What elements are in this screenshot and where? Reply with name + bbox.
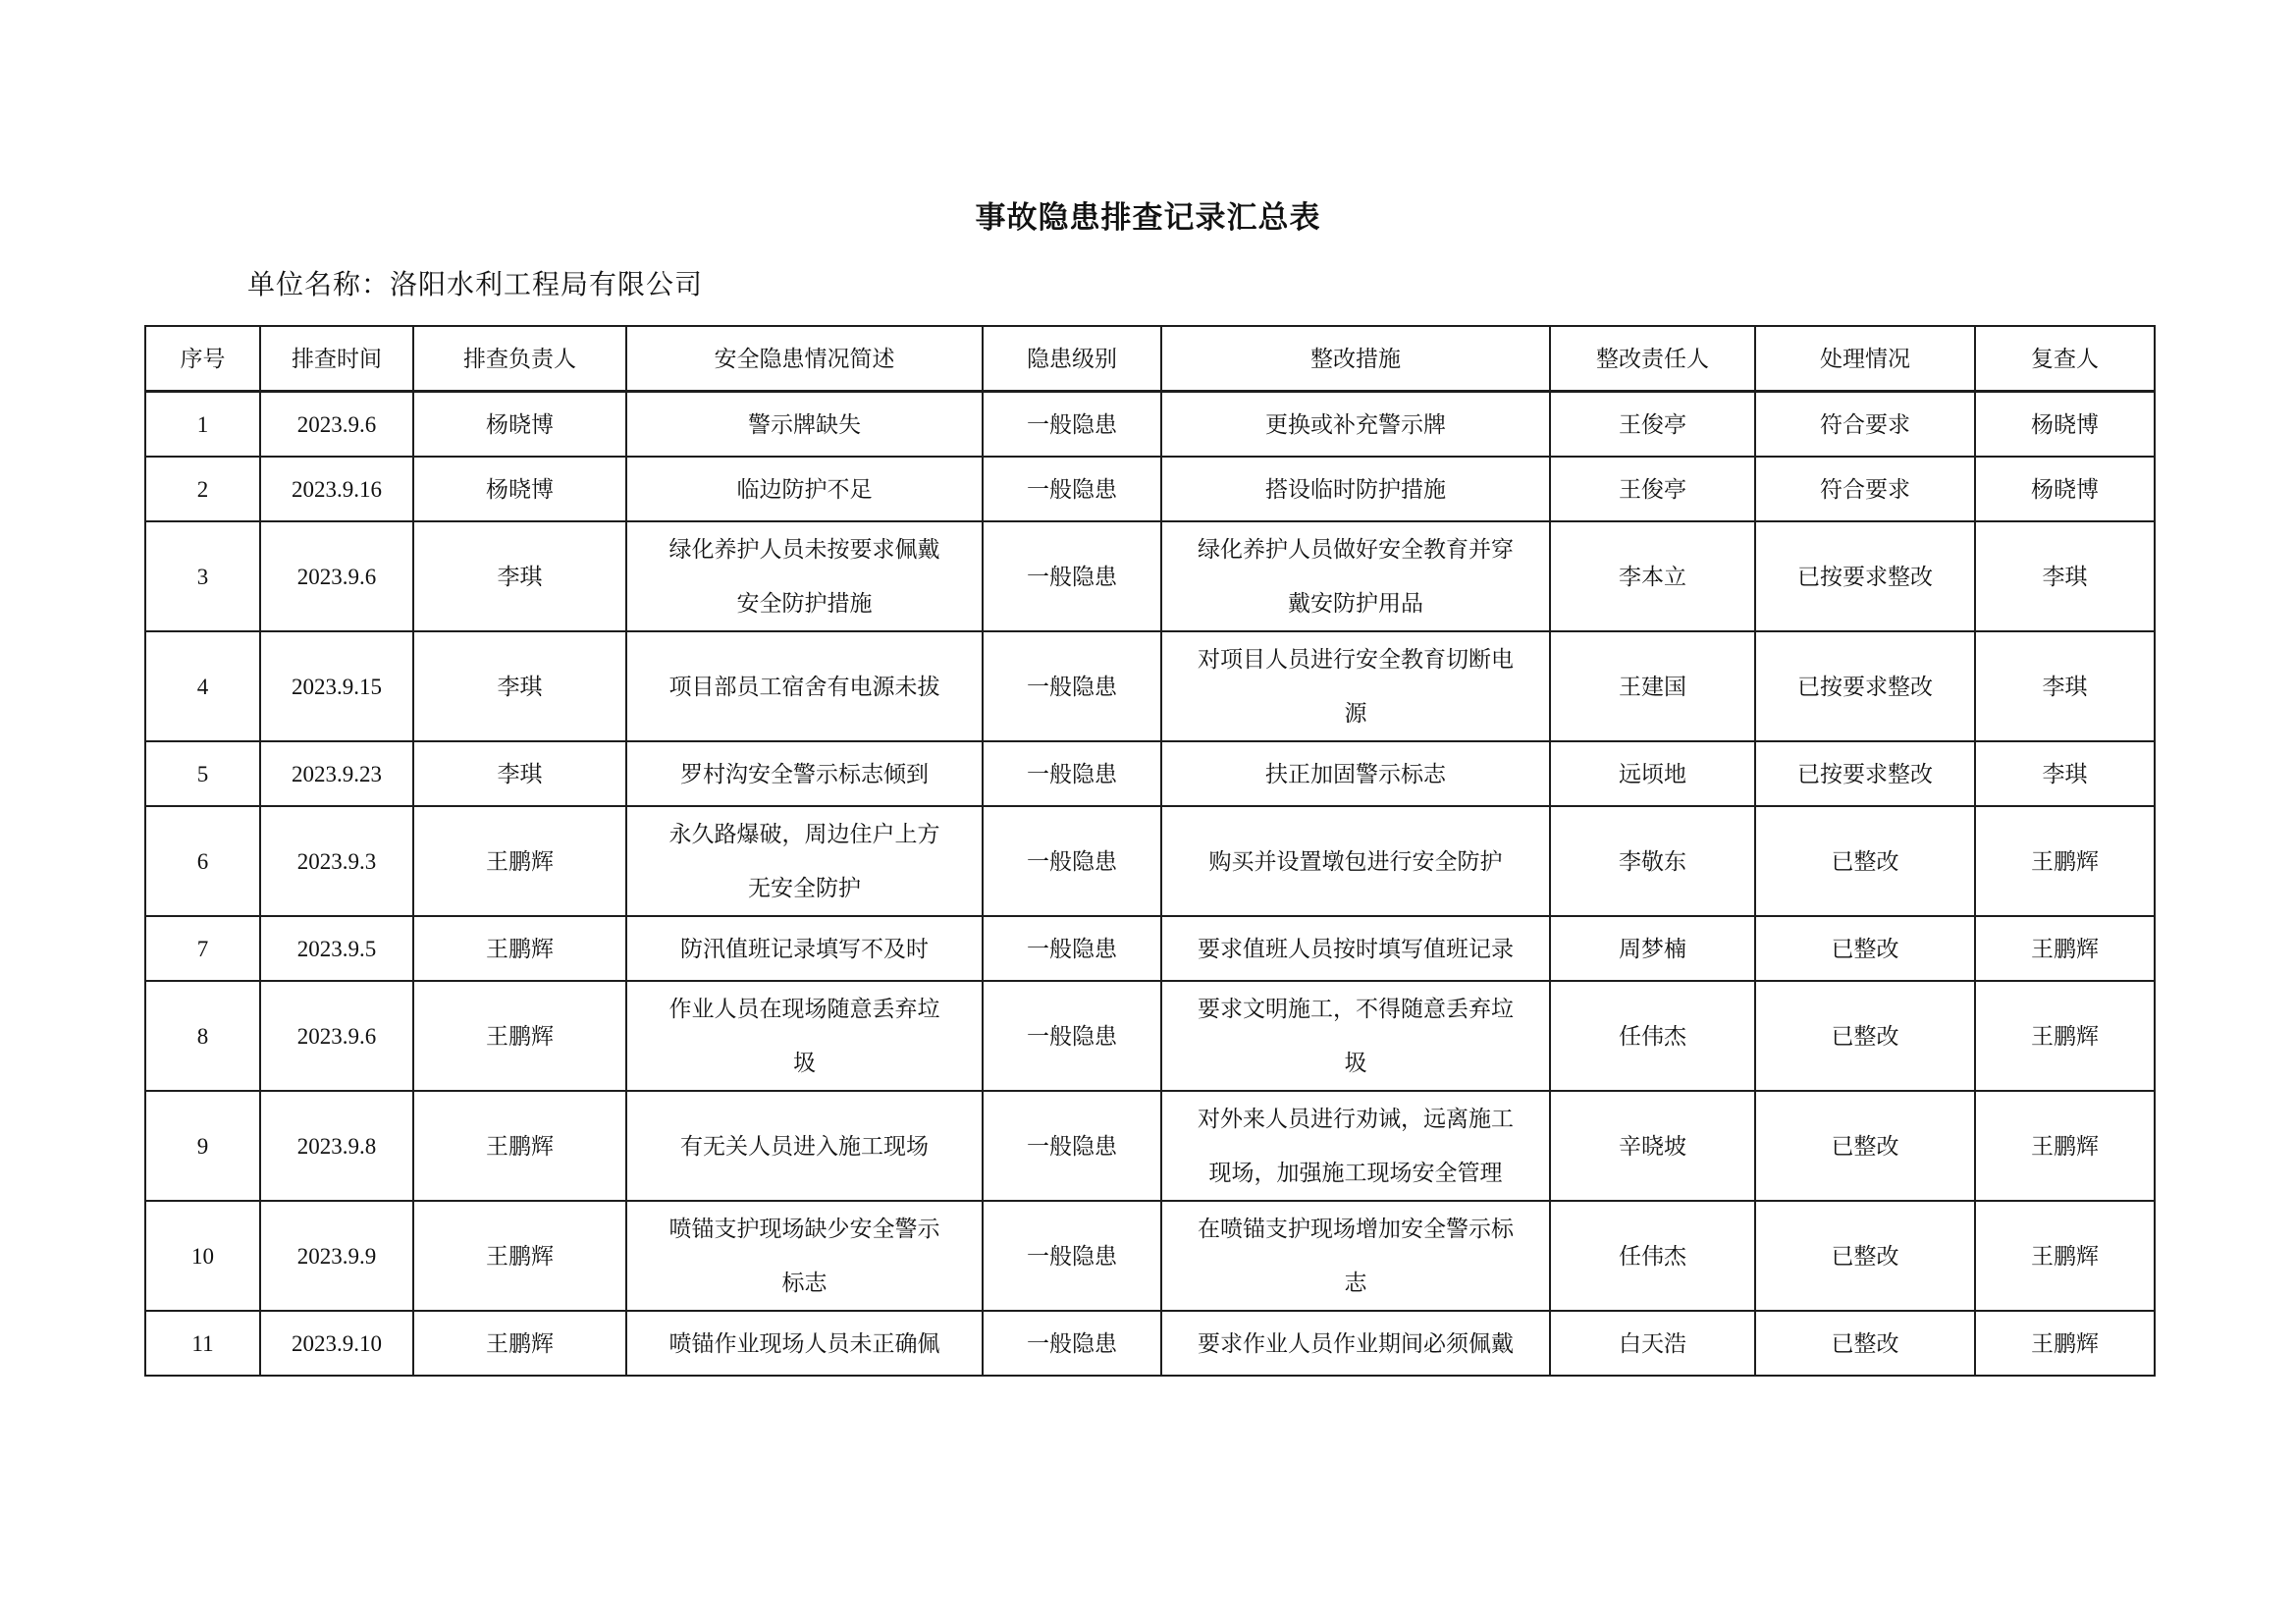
table-cell: 2023.9.6 [260,981,413,1091]
table-cell: 2023.9.16 [260,457,413,521]
table-cell: 王建国 [1550,631,1755,741]
table-cell: 已按要求整改 [1755,741,1975,806]
table-header-cell: 复查人 [1975,326,2155,392]
table-header-cell: 序号 [145,326,260,392]
table-body [145,392,2155,1377]
table-cell: 9 [145,1091,260,1201]
table-cell: 2023.9.6 [260,392,413,458]
table-header-cell: 排查时间 [260,326,413,392]
table-cell: 王鹏辉 [1975,806,2155,916]
table-cell: 杨晓博 [1975,392,2155,458]
table-row [145,457,2155,521]
table-cell: 李琪 [1975,631,2155,741]
table-cell: 已按要求整改 [1755,521,1975,631]
table-cell: 对项目人员进行安全教育切断电源 [1161,631,1550,741]
table-cell: 杨晓博 [413,392,626,458]
table-cell: 在喷锚支护现场增加安全警示标志 [1161,1201,1550,1311]
table-cell: 李琪 [413,631,626,741]
table-row [145,1201,2155,1311]
table-cell: 任伟杰 [1550,1201,1755,1311]
table-cell: 杨晓博 [1975,457,2155,521]
table-cell: 搭设临时防护措施 [1161,457,1550,521]
table-cell: 11 [145,1311,260,1376]
table-cell: 一般隐患 [983,981,1161,1091]
table-cell: 已整改 [1755,981,1975,1091]
table-cell: 李琪 [413,521,626,631]
table-cell: 扶正加固警示标志 [1161,741,1550,806]
table-cell: 李琪 [1975,521,2155,631]
table-cell: 罗村沟安全警示标志倾到 [626,741,983,806]
table-header-cell: 排查负责人 [413,326,626,392]
table-cell: 一般隐患 [983,916,1161,981]
table-header-row [145,326,2155,392]
table-cell: 王鹏辉 [1975,916,2155,981]
table-cell: 任伟杰 [1550,981,1755,1091]
table-cell: 王鹏辉 [413,981,626,1091]
table-cell: 1 [145,392,260,458]
table-cell: 要求作业人员作业期间必须佩戴 [1161,1311,1550,1376]
table-cell: 王鹏辉 [413,806,626,916]
table-cell: 要求值班人员按时填写值班记录 [1161,916,1550,981]
table-cell: 对外来人员进行劝诫，远离施工现场，加强施工现场安全管理 [1161,1091,1550,1201]
table-cell: 王鹏辉 [413,1311,626,1376]
table-cell: 一般隐患 [983,1311,1161,1376]
table-header-cell: 处理情况 [1755,326,1975,392]
table-cell: 符合要求 [1755,392,1975,458]
table-row [145,631,2155,741]
table-cell: 临边防护不足 [626,457,983,521]
table-cell: 已整改 [1755,1311,1975,1376]
table-cell: 王鹏辉 [1975,1311,2155,1376]
table-row [145,741,2155,806]
table-header-cell: 整改责任人 [1550,326,1755,392]
table-cell: 杨晓博 [413,457,626,521]
table-cell: 已按要求整改 [1755,631,1975,741]
table-cell: 一般隐患 [983,1201,1161,1311]
table-cell: 王鹏辉 [1975,981,2155,1091]
table-cell: 2023.9.10 [260,1311,413,1376]
table-cell: 辛晓坡 [1550,1091,1755,1201]
table-row [145,1311,2155,1376]
table-cell: 一般隐患 [983,806,1161,916]
table-cell: 王鹏辉 [413,916,626,981]
table-cell: 4 [145,631,260,741]
table-cell: 一般隐患 [983,392,1161,458]
table-cell: 已整改 [1755,916,1975,981]
table-cell: 2023.9.9 [260,1201,413,1311]
table-header [145,326,2155,392]
table-cell: 王鹏辉 [1975,1201,2155,1311]
table-cell: 一般隐患 [983,457,1161,521]
table-cell: 王鹏辉 [1975,1091,2155,1201]
table-row [145,981,2155,1091]
table-cell: 有无关人员进入施工现场 [626,1091,983,1201]
table-row [145,916,2155,981]
table-cell: 更换或补充警示牌 [1161,392,1550,458]
table-cell: 2023.9.15 [260,631,413,741]
table-cell: 购买并设置墩包进行安全防护 [1161,806,1550,916]
table-cell: 喷锚支护现场缺少安全警示标志 [626,1201,983,1311]
table-row [145,521,2155,631]
table-cell: 已整改 [1755,1091,1975,1201]
table-cell: 一般隐患 [983,631,1161,741]
table-cell: 王俊亭 [1550,392,1755,458]
table-cell: 8 [145,981,260,1091]
table-cell: 3 [145,521,260,631]
table-cell: 要求文明施工，不得随意丢弃垃圾 [1161,981,1550,1091]
table-cell: 2 [145,457,260,521]
table-cell: 10 [145,1201,260,1311]
table-row [145,1091,2155,1201]
table-cell: 王鹏辉 [413,1201,626,1311]
table-cell: 2023.9.3 [260,806,413,916]
table-cell: 2023.9.6 [260,521,413,631]
table-cell: 王俊亭 [1550,457,1755,521]
table-cell: 喷锚作业现场人员未正确佩 [626,1311,983,1376]
table-cell: 周梦楠 [1550,916,1755,981]
table-cell: 作业人员在现场随意丢弃垃圾 [626,981,983,1091]
table-cell: 王鹏辉 [413,1091,626,1201]
page-title: 事故隐患排查记录汇总表 [975,200,1321,235]
table-cell: 已整改 [1755,1201,1975,1311]
table-cell: 符合要求 [1755,457,1975,521]
unit-name-line: 单位名称：洛阳水利工程局有限公司 [247,270,704,300]
table-header-cell: 安全隐患情况简述 [626,326,983,392]
table-cell: 已整改 [1755,806,1975,916]
table-cell: 白天浩 [1550,1311,1755,1376]
table-header-cell: 隐患级别 [983,326,1161,392]
table-cell: 李敬东 [1550,806,1755,916]
table-cell: 李琪 [1975,741,2155,806]
table-cell: 一般隐患 [983,1091,1161,1201]
table-cell: 远顷地 [1550,741,1755,806]
table-cell: 7 [145,916,260,981]
table-cell: 警示牌缺失 [626,392,983,458]
table-cell: 项目部员工宿舍有电源未拔 [626,631,983,741]
table-row [145,392,2155,458]
table-cell: 绿化养护人员未按要求佩戴安全防护措施 [626,521,983,631]
table-cell: 防汛值班记录填写不及时 [626,916,983,981]
table-cell: 5 [145,741,260,806]
table-cell: 李本立 [1550,521,1755,631]
table-cell: 一般隐患 [983,521,1161,631]
table-cell: 6 [145,806,260,916]
table-cell: 永久路爆破，周边住户上方无安全防护 [626,806,983,916]
table-header-cell: 整改措施 [1161,326,1550,392]
table-cell: 2023.9.8 [260,1091,413,1201]
hazard-summary-table [144,325,2156,1377]
table-cell: 一般隐患 [983,741,1161,806]
table-cell: 2023.9.5 [260,916,413,981]
table-row [145,806,2155,916]
table-cell: 绿化养护人员做好安全教育并穿戴安防护用品 [1161,521,1550,631]
table-cell: 李琪 [413,741,626,806]
table-cell: 2023.9.23 [260,741,413,806]
